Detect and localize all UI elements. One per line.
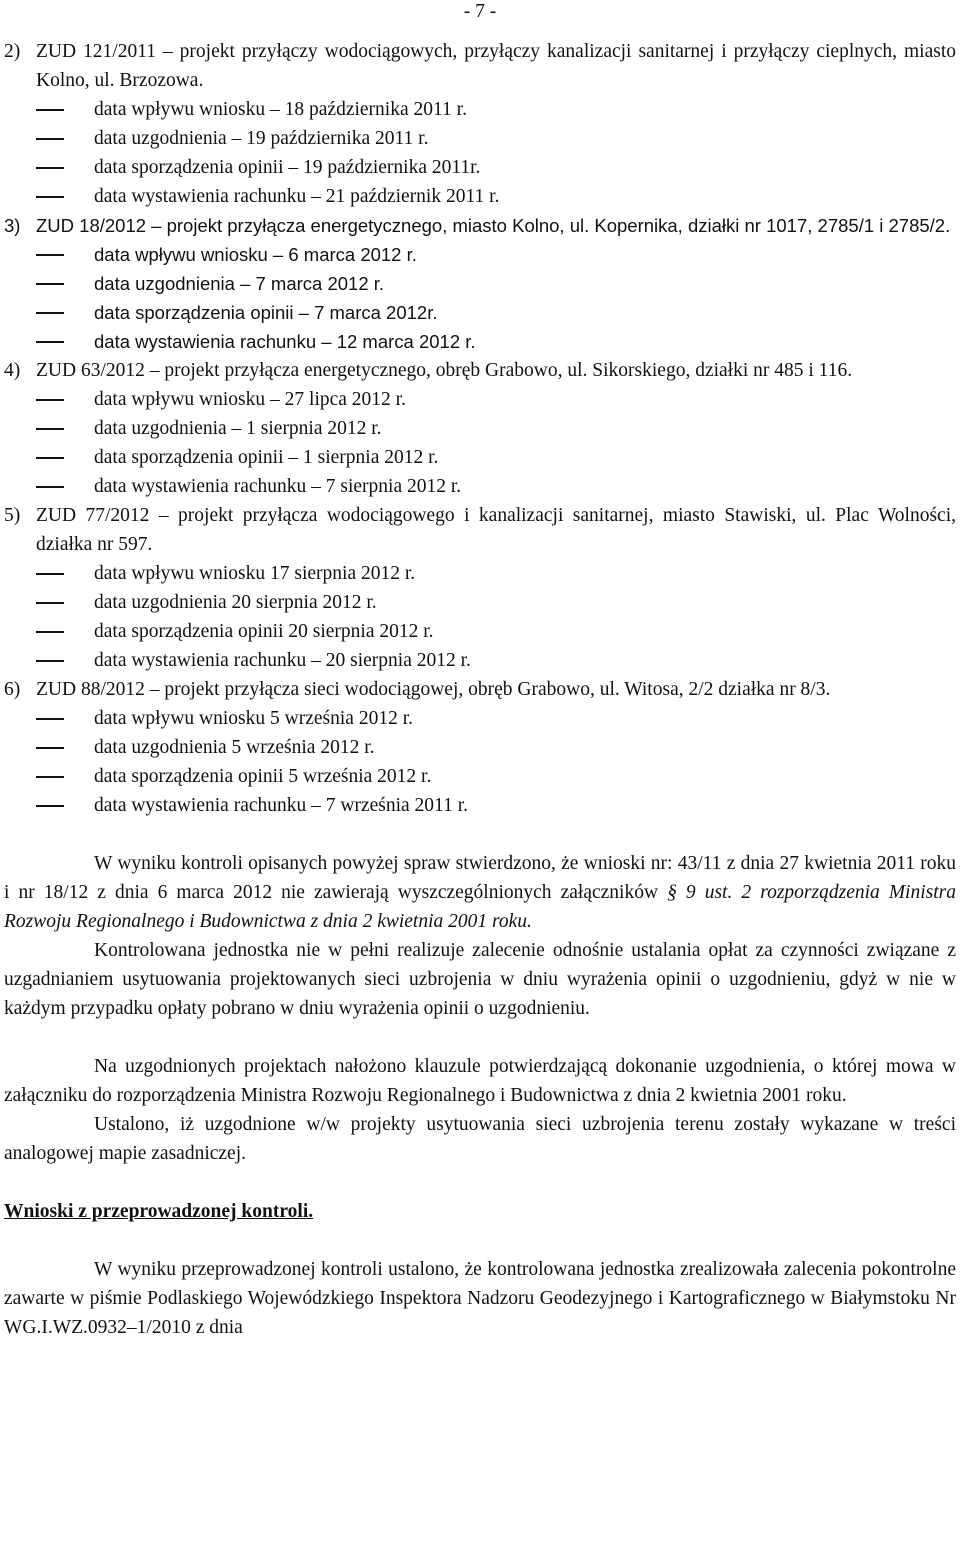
date-entry-text: data wystawienia rachunku – 7 sierpnia 2012 r. [94,476,462,497]
date-entry [4,617,956,646]
case-item-number: 3) [4,215,21,236]
paragraph-fees: Kontrolowana jednostka nie w pełni realizuje zalecenie odnośnie ustalania opłat za czynności związane z uzgadnianiem usytuowania projektowanych sieci uzbrojenia w dniu wyrażenia opinii o uzgodnieniu, gdyż w nie w każdym przypadku opłaty pobrano w dniu wyrażenia opinii o uzgodnieniu. [4,940,956,1019]
date-entry [4,124,956,153]
date-entry-text: data uzgodnienia – 7 marca 2012 r. [94,273,385,294]
date-entry [4,240,956,269]
date-entry-text: data sporządzenia opinii – 7 marca 2012r. [94,302,438,323]
dash-bullet-icon [4,791,94,820]
case-item-title: ZUD 63/2012 – projekt przyłącza energetycznego, obręb Grabowo, ul. Sikorskiego, działki nr 485 i 116. [36,360,853,381]
conclusions-heading: Wnioski z przeprowadzonej kontroli. [4,1201,314,1222]
date-entry [4,269,956,298]
case-item [4,675,956,704]
case-item [4,356,956,385]
date-entry-text: data wpływu wniosku 17 sierpnia 2012 r. [94,563,416,584]
dash-bullet-icon [4,269,94,298]
date-entry-text: data uzgodnienia – 1 sierpnia 2012 r. [94,418,382,439]
date-entry [4,588,956,617]
dash-bullet-icon [4,617,94,646]
date-entry-text: data wystawienia rachunku – 12 marca 2012 r. [94,331,476,352]
date-entry [4,791,956,820]
dash-bullet-icon [4,472,94,501]
date-entry-text: data wpływu wniosku 5 września 2012 r. [94,708,413,729]
paragraph-map: Ustalono, iż uzgodnione w/w projekty usytuowania sieci uzbrojenia terenu zostały wykazane w treści analogowej mapie zasadniczej. [4,1114,956,1164]
case-item-title: ZUD 121/2011 – projekt przyłączy wodociągowych, przyłączy kanalizacji sanitarnej i przyłączy cieplnych, miasto Kolno, ul. Brzozowa. [36,41,956,91]
case-item-number: 6) [4,679,21,700]
dash-bullet-icon [4,588,94,617]
case-item-title: ZUD 18/2012 – projekt przyłącza energetycznego, miasto Kolno, ul. Kopernika, działki nr 1017, 2785/1 i 2785/2. [36,215,951,236]
dash-bullet-icon [4,733,94,762]
paragraph-findings-text: W wyniku kontroli opisanych powyżej spraw stwierdzono, że wnioski nr: 43/11 z dnia 27 kwietnia 2011 roku i nr 18/12 z dnia 6 marca 2012 nie zawierają wyszczególnionych załączników [4,853,956,903]
date-entry [4,733,956,762]
item-list [4,37,956,820]
dash-bullet-icon [4,414,94,443]
date-entry [4,153,956,182]
date-entry-text: data wystawienia rachunku – 20 sierpnia 2012 r. [94,650,471,671]
date-entry [4,704,956,733]
date-entry [4,298,956,327]
date-entry-text: data sporządzenia opinii – 19 października 2011r. [94,157,481,178]
dash-bullet-icon [4,298,94,327]
date-entry-text: data sporządzenia opinii 20 sierpnia 2012 r. [94,621,434,642]
dash-bullet-icon [4,240,94,269]
date-entry [4,443,956,472]
dash-bullet-icon [4,95,94,124]
regulation-reference: § 9 ust. 2 rozporządzenia Ministra Rozwoju Regionalnego i Budownictwa z dnia 2 kwietnia 2001 roku. [4,882,956,932]
page-number: - 7 - [463,1,497,22]
date-entry [4,95,956,124]
date-entry [4,472,956,501]
date-entry-text: data wpływu wniosku – 18 października 2011 r. [94,99,467,120]
paragraph-clauses: Na uzgodnionych projektach nałożono klauzule potwierdzającą dokonanie uzgodnienia, o której mowa w załączniku do rozporządzenia Ministra Rozwoju Regionalnego i Budownictwa z dnia 2 kwietnia 2001 roku. [4,1056,956,1106]
date-entry-text: data sporządzenia opinii – 1 sierpnia 2012 r. [94,447,439,468]
dash-bullet-icon [4,153,94,182]
document-body [4,37,956,1342]
case-item-number: 2) [4,41,21,62]
date-entry-text: data wystawienia rachunku – 7 września 2011 r. [94,795,468,816]
date-entry-text: data wpływu wniosku – 6 marca 2012 r. [94,244,417,265]
date-entry [4,646,956,675]
dash-bullet-icon [4,124,94,153]
date-entry-text: data uzgodnienia 5 września 2012 r. [94,737,375,758]
date-entry [4,182,956,211]
dash-bullet-icon [4,327,94,356]
paragraph-conclusions: W wyniku przeprowadzonej kontroli ustalono, że kontrolowana jednostka zrealizowała zalecenia pokontrolne zawarte w piśmie Podlaskiego Wojewódzkiego Inspektora Nadzoru Geodezyjnego i Kartograficznego w Białymstoku Nr WG.I.WZ.0932–1/2010 z dnia [4,1259,956,1338]
date-entry [4,559,956,588]
dash-bullet-icon [4,559,94,588]
date-entry [4,762,956,791]
dash-bullet-icon [4,646,94,675]
date-entry [4,414,956,443]
paragraph-findings [4,849,956,936]
dash-bullet-icon [4,704,94,733]
case-item-title: ZUD 77/2012 – projekt przyłącza wodociągowego i kanalizacji sanitarnej, miasto Stawiski, ul. Plac Wolności, działka nr 597. [36,505,956,555]
date-entry-text: data uzgodnienia – 19 października 2011 r. [94,128,429,149]
case-item [4,211,956,240]
case-item [4,37,956,95]
dash-bullet-icon [4,182,94,211]
date-entry-text: data wpływu wniosku – 27 lipca 2012 r. [94,389,406,410]
case-item [4,501,956,559]
date-entry-text: data wystawienia rachunku – 21 październik 2011 r. [94,186,500,207]
date-entry-text: data sporządzenia opinii 5 września 2012 r. [94,766,432,787]
dash-bullet-icon [4,443,94,472]
dash-bullet-icon [4,762,94,791]
case-item-number: 4) [4,360,21,381]
case-item-title: ZUD 88/2012 – projekt przyłącza sieci wodociągowej, obręb Grabowo, ul. Witosa, 2/2 działka nr 8/3. [36,679,831,700]
date-entry-text: data uzgodnienia 20 sierpnia 2012 r. [94,592,377,613]
dash-bullet-icon [4,385,94,414]
case-item-number: 5) [4,505,21,526]
date-entry [4,327,956,356]
date-entry [4,385,956,414]
